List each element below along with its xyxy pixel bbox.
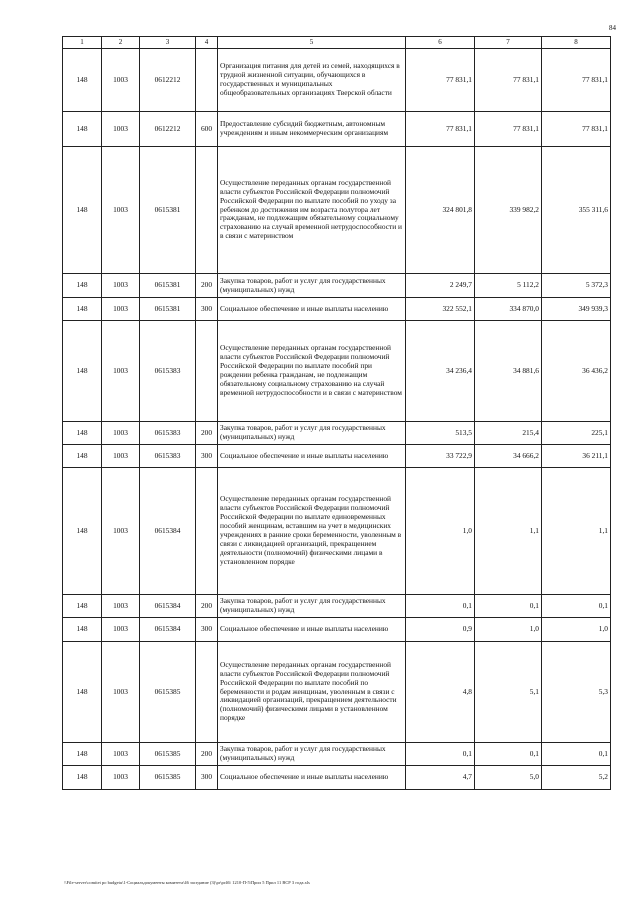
table-row	[63, 642, 611, 743]
table-row	[63, 766, 611, 790]
chapter-code-cell: 148	[63, 445, 102, 468]
expense-type-code-cell: 600	[196, 112, 218, 147]
expense-type-code-cell: 300	[196, 298, 218, 321]
amount-year-2-cell: 0,1	[475, 743, 542, 766]
amount-year-2-cell: 339 982,2	[475, 147, 542, 274]
chapter-code-cell: 148	[63, 642, 102, 743]
target-article-code-cell: 0615381	[140, 147, 196, 274]
table-row	[63, 298, 611, 321]
description-cell: Социальное обеспечение и иные выплаты населению	[218, 766, 406, 790]
chapter-code-cell: 148	[63, 147, 102, 274]
description-cell: Осуществление переданных органам государственной власти субъектов Российской Федерации полномочий Российской Федерации по выплате пособий по уходу за ребенком до достижения им возраста полутора лет гражданам, не подлежащим обязательному социальному страхованию на случай временной нетрудоспособности и в связи с материнством	[218, 147, 406, 274]
description-cell: Закупка товаров, работ и услуг для государственных (муниципальных) нужд	[218, 595, 406, 618]
footer-file-path: \\File-server\comitet po budgetu\1-Социальдокументы комитета\46 заседание (3)\pr\pr46\ 1210-П-5\Прил 5 Прил 11 ВСР 3 года.xls	[64, 880, 310, 885]
target-article-code-cell: 0615385	[140, 642, 196, 743]
section-code-cell: 1003	[102, 445, 140, 468]
section-code-cell: 1003	[102, 274, 140, 298]
description-cell: Осуществление переданных органам государственной власти субъектов Российской Федерации полномочий Российской Федерации по выплате пособий при рождении ребенка гражданам, не подлежащим обязательному социальному страхованию на случай временной нетрудоспособности и в связи с материнством	[218, 321, 406, 422]
description-cell: Осуществление переданных органам государственной власти субъектов Российской Федерации полномочий Российской Федерации по выплате единовременных пособий женщинам, вставшим на учет в медицинских учреждениях в ранние сроки беременности, уволенным в связи с ликвидацией организаций, прекращением деятельности (полномочий) физическими лицами в установленном порядке	[218, 468, 406, 595]
expense-type-code-cell: 300	[196, 766, 218, 790]
table-row	[63, 618, 611, 642]
amount-year-2-cell: 5 112,2	[475, 274, 542, 298]
target-article-code-cell: 0615383	[140, 422, 196, 445]
target-article-code-cell: 0615384	[140, 595, 196, 618]
expense-type-code-cell: 300	[196, 445, 218, 468]
amount-year-3-cell: 36 211,1	[542, 445, 611, 468]
chapter-code-cell: 148	[63, 618, 102, 642]
section-code-cell: 1003	[102, 112, 140, 147]
table-row	[63, 595, 611, 618]
expense-type-code-cell: 200	[196, 274, 218, 298]
target-article-code-cell: 0615385	[140, 743, 196, 766]
amount-year-3-cell: 355 311,6	[542, 147, 611, 274]
amount-year-3-cell: 1,0	[542, 618, 611, 642]
section-code-cell: 1003	[102, 618, 140, 642]
expense-type-code-cell: 300	[196, 618, 218, 642]
table-row	[63, 321, 611, 422]
amount-year-3-cell: 77 831,1	[542, 112, 611, 147]
expense-type-code-cell	[196, 642, 218, 743]
page-number: 84	[609, 24, 616, 32]
amount-year-2-cell: 77 831,1	[475, 112, 542, 147]
amount-year-1-cell: 33 722,9	[406, 445, 475, 468]
section-code-cell: 1003	[102, 468, 140, 595]
chapter-code-cell: 148	[63, 595, 102, 618]
target-article-code-cell: 0615384	[140, 468, 196, 595]
description-cell: Осуществление переданных органам государственной власти субъектов Российской Федерации полномочий Российской Федерации по выплате пособий по беременности и родам женщинам, уволенным в связи с ликвидацией организаций, прекращением деятельности (полномочий) физическими лицами в установленном порядке	[218, 642, 406, 743]
amount-year-2-cell: 334 870,0	[475, 298, 542, 321]
amount-year-2-cell: 77 831,1	[475, 49, 542, 112]
expense-type-code-cell	[196, 147, 218, 274]
chapter-code-cell: 148	[63, 49, 102, 112]
target-article-code-cell: 0612212	[140, 112, 196, 147]
table-row	[63, 112, 611, 147]
section-code-cell: 1003	[102, 49, 140, 112]
description-cell: Закупка товаров, работ и услуг для государственных (муниципальных) нужд	[218, 743, 406, 766]
description-cell: Закупка товаров, работ и услуг для государственных (муниципальных) нужд	[218, 274, 406, 298]
amount-year-2-cell: 34 666,2	[475, 445, 542, 468]
amount-year-1-cell: 2 249,7	[406, 274, 475, 298]
expense-type-code-cell	[196, 321, 218, 422]
column-header-4: 4	[196, 37, 218, 49]
amount-year-1-cell: 77 831,1	[406, 112, 475, 147]
chapter-code-cell: 148	[63, 468, 102, 595]
table-row	[63, 49, 611, 112]
column-header-7: 7	[475, 37, 542, 49]
description-cell: Закупка товаров, работ и услуг для государственных (муниципальных) нужд	[218, 422, 406, 445]
table-row	[63, 274, 611, 298]
amount-year-2-cell: 1,1	[475, 468, 542, 595]
expense-type-code-cell	[196, 49, 218, 112]
section-code-cell: 1003	[102, 147, 140, 274]
amount-year-1-cell: 1,0	[406, 468, 475, 595]
amount-year-3-cell: 5,3	[542, 642, 611, 743]
chapter-code-cell: 148	[63, 298, 102, 321]
expense-type-code-cell: 200	[196, 743, 218, 766]
amount-year-3-cell: 36 436,2	[542, 321, 611, 422]
amount-year-1-cell: 0,9	[406, 618, 475, 642]
section-code-cell: 1003	[102, 595, 140, 618]
column-header-6: 6	[406, 37, 475, 49]
chapter-code-cell: 148	[63, 321, 102, 422]
target-article-code-cell: 0615385	[140, 766, 196, 790]
target-article-code-cell: 0612212	[140, 49, 196, 112]
amount-year-2-cell: 0,1	[475, 595, 542, 618]
amount-year-3-cell: 225,1	[542, 422, 611, 445]
expense-type-code-cell: 200	[196, 422, 218, 445]
amount-year-2-cell: 1,0	[475, 618, 542, 642]
amount-year-1-cell: 322 552,1	[406, 298, 475, 321]
target-article-code-cell: 0615383	[140, 321, 196, 422]
amount-year-1-cell: 4,7	[406, 766, 475, 790]
amount-year-3-cell: 5,2	[542, 766, 611, 790]
column-header-1: 1	[63, 37, 102, 49]
amount-year-3-cell: 5 372,3	[542, 274, 611, 298]
table-row	[63, 422, 611, 445]
amount-year-3-cell: 0,1	[542, 595, 611, 618]
amount-year-2-cell: 5,0	[475, 766, 542, 790]
table-row	[63, 445, 611, 468]
table-header-row	[63, 37, 611, 49]
description-cell: Организация питания для детей из семей, находящихся в трудной жизненной ситуации, обучающихся в государственных и муниципальных общеобразовательных организациях Тверской области	[218, 49, 406, 112]
amount-year-2-cell: 215,4	[475, 422, 542, 445]
description-cell: Предоставление субсидий бюджетным, автономным учреждениям и иным некоммерческим организациям	[218, 112, 406, 147]
chapter-code-cell: 148	[63, 766, 102, 790]
description-cell: Социальное обеспечение и иные выплаты населению	[218, 445, 406, 468]
column-header-8: 8	[542, 37, 611, 49]
section-code-cell: 1003	[102, 642, 140, 743]
amount-year-2-cell: 5,1	[475, 642, 542, 743]
column-header-5: 5	[218, 37, 406, 49]
budget-table	[62, 36, 611, 790]
amount-year-2-cell: 34 881,6	[475, 321, 542, 422]
table-row	[63, 743, 611, 766]
amount-year-1-cell: 0,1	[406, 595, 475, 618]
column-header-3: 3	[140, 37, 196, 49]
chapter-code-cell: 148	[63, 743, 102, 766]
column-header-2: 2	[102, 37, 140, 49]
chapter-code-cell: 148	[63, 274, 102, 298]
target-article-code-cell: 0615381	[140, 274, 196, 298]
section-code-cell: 1003	[102, 298, 140, 321]
section-code-cell: 1003	[102, 766, 140, 790]
amount-year-1-cell: 4,8	[406, 642, 475, 743]
amount-year-3-cell: 349 939,3	[542, 298, 611, 321]
section-code-cell: 1003	[102, 321, 140, 422]
amount-year-1-cell: 34 236,4	[406, 321, 475, 422]
chapter-code-cell: 148	[63, 112, 102, 147]
amount-year-3-cell: 0,1	[542, 743, 611, 766]
table-body	[63, 49, 611, 790]
table-row	[63, 468, 611, 595]
target-article-code-cell: 0615381	[140, 298, 196, 321]
amount-year-1-cell: 0,1	[406, 743, 475, 766]
amount-year-3-cell: 77 831,1	[542, 49, 611, 112]
expense-type-code-cell: 200	[196, 595, 218, 618]
expense-type-code-cell	[196, 468, 218, 595]
amount-year-1-cell: 513,5	[406, 422, 475, 445]
chapter-code-cell: 148	[63, 422, 102, 445]
amount-year-1-cell: 77 831,1	[406, 49, 475, 112]
target-article-code-cell: 0615384	[140, 618, 196, 642]
amount-year-3-cell: 1,1	[542, 468, 611, 595]
amount-year-1-cell: 324 801,8	[406, 147, 475, 274]
description-cell: Социальное обеспечение и иные выплаты населению	[218, 618, 406, 642]
description-cell: Социальное обеспечение и иные выплаты населению	[218, 298, 406, 321]
target-article-code-cell: 0615383	[140, 445, 196, 468]
section-code-cell: 1003	[102, 422, 140, 445]
table-row	[63, 147, 611, 274]
section-code-cell: 1003	[102, 743, 140, 766]
